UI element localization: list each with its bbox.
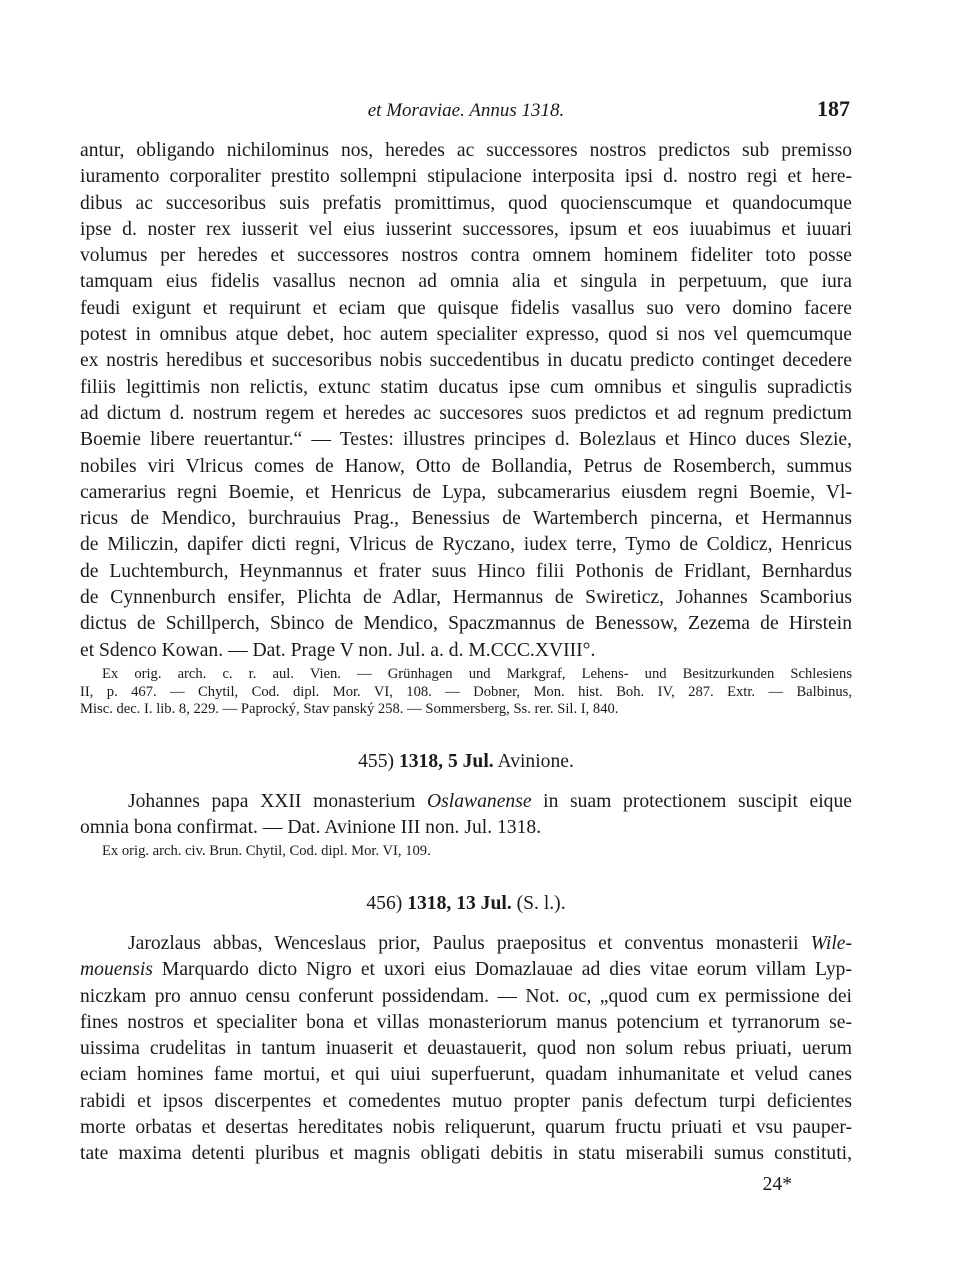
running-title: et Moraviae. Annus 1318. [367, 100, 565, 121]
text-line: antur, obligando nichilominus nos, heredes ac successores nostros predictos sub premisso [80, 140, 852, 161]
entry-date: 1318, 13 Jul. [407, 892, 512, 914]
text-segment: Marquardo dicto Nigro et uxori eius Domazlauae ad dies vitae eorum villam Lyp- [152, 959, 852, 981]
text-line: fines nostros et specialiter bona et villas monasteriorum manus potencium et tyrranorum se- [80, 1011, 852, 1033]
source-line: Ex orig. arch. civ. Brun. Chytil, Cod. dipl. Mor. VI, 109. [102, 843, 431, 860]
text-line: filiis legittimis non relictis, extunc statim ducatus ipse cum omnibus et singulis supradictis [80, 376, 852, 398]
continuation-text [80, 138, 852, 664]
source-line: Misc. dec. I. lib. 8, 229. — Paprocký, Stav panský 258. — Sommersberg, Ss. rer. Sil. I, 840. [80, 701, 619, 718]
text-line: nobiles viri Vlricus comes de Hanow, Otto de Bollandia, Petrus de Rosemberch, summus [80, 455, 852, 477]
source-note [80, 666, 852, 719]
text-segment: in suam protectionem suscipit eique [531, 790, 852, 812]
entry-date: 1318, 5 Jul. [398, 750, 494, 772]
entry-body-456 [80, 931, 852, 1168]
entry-place: Avinione. [497, 750, 574, 772]
entry-number: 456) [366, 892, 403, 914]
text-line: rabidi et ipsos discerpentes et comedentes mutuo propter panis defectum turpi deficientes [80, 1090, 852, 1112]
text-segment: Jarozlaus abbas, Wenceslaus prior, Paulus praepositus et conventus monasterii [128, 932, 811, 954]
source-line: II, p. 467. — Chytil, Cod. dipl. Mor. VI, 108. — Dobner, Mon. hist. Boh. IV, 287. Extr. — Balbinus, [80, 683, 852, 700]
text-line [80, 957, 852, 983]
text-line: ad dictum d. nostrum regem et heredes ac succesores suos predictos et ad regnum predictum [80, 402, 852, 424]
text-line: dictus de Schillperch, Sbinco de Mendico, Spaczmannus de Benessow, Zezema de Hirstein [80, 613, 852, 635]
text-line: de Luchtemburch, Heynmannus et frater suus Hinco filii Pothonis de Fridlant, Bernhardus [80, 560, 852, 582]
entry-body-455 [80, 789, 852, 842]
text-line: uissima crudelitas in tantum inuaserit et deuastauerit, quod non solum rebus priuati, uerum [80, 1038, 852, 1060]
text-line: omnia bona confirmat. — Dat. Avinione III non. Jul. 1318. [80, 817, 542, 839]
text-line: niczkam pro annuo censu conferunt possidendam. — Not. oc, „quod cum ex permissione dei [80, 985, 852, 1007]
entry-heading-455 [80, 749, 852, 775]
text-line: tate maxima detenti pluribus et magnis obligati debitis in statu miserabili sumus constituti, [80, 1143, 852, 1165]
entry-number: 455) [358, 750, 395, 772]
italic-name: mouensis [80, 959, 153, 981]
text-line: de Miliczin, dapifer dicti regni, Vlricus de Ryczano, iudex terre, Tymo de Coldicz, Henricus [80, 534, 852, 556]
entry-heading-456 [80, 891, 852, 917]
text-line: et Sdenco Kowan. — Dat. Prage V non. Jul. a. d. M.CCC.XVIII°. [80, 639, 596, 661]
text-line [80, 931, 852, 957]
signature-mark: 24* [762, 1173, 792, 1195]
text-line: ex nostris heredibus et succesoribus nobis succedentibus in ducatu predicto continget decedere [80, 350, 852, 372]
text-line: morte orbatas et desertas hereditates nobis reliquerunt, quarum fructu priuati et vsu pauper- [80, 1116, 852, 1138]
italic-name: Wile- [810, 932, 852, 954]
italic-name: Oslawanense [427, 790, 532, 812]
text-line [80, 789, 852, 815]
document-page [80, 96, 852, 1198]
text-line: potest in omnibus atque debet, hoc autem specialiter expresso, quod si nos vel quemcumque [80, 324, 852, 346]
text-line: iuramento corporaliter prestito sollempni stipulacione interposita ipsi d. nostro regi et here- [80, 166, 852, 188]
text-line: eciam homines fame mortui, et qui uiui superfuerunt, quadam inhumanitate et velud canes [80, 1064, 852, 1086]
text-segment: Johannes papa XXII monasterium [128, 790, 428, 812]
text-line: volumus per heredes et successores nostros contra omnem hominem fideliter toto posse [80, 245, 852, 267]
page-number: 187 [817, 96, 850, 121]
text-line: camerarius regni Boemie, et Henricus de Lypa, subcamerarius eiusdem regni Boemie, Vl- [80, 481, 852, 503]
text-line: tamquam eius fidelis vasallus necnon ad omnia alia et singula in perpetuum, que iura [80, 271, 852, 293]
text-line: feudi exigunt et requirunt et eciam que quisque fidelis vasallus suo vero domino facere [80, 297, 852, 319]
text-line: ricus de Mendico, burchrauius Prag., Benessius de Wartemberch pincerna, et Hermannus [80, 508, 852, 530]
source-line: Ex orig. arch. c. r. aul. Vien. — Grünhagen und Markgraf, Lehens- und Besitzurkunden Schlesiens [102, 665, 852, 682]
page-header [80, 96, 852, 130]
entry-place: (S. l.). [516, 892, 566, 914]
text-line: de Cynnenburch ensifer, Plichta de Adlar, Hermannus de Swireticz, Johannes Scamborius [80, 587, 852, 609]
text-line: Boemie libere reuertantur.“ — Testes: illustres principes d. Bolezlaus et Hinco duces Slezie, [80, 429, 852, 451]
source-note [80, 843, 852, 861]
text-line: ipse d. noster rex iusserit vel eius iusserint successores, ipsum et eos iuuabimus et iuuari [80, 218, 852, 240]
text-line: dibus ac succesoribus suis prefatis promittimus, quod quocienscumque et quandocumque [80, 192, 852, 214]
